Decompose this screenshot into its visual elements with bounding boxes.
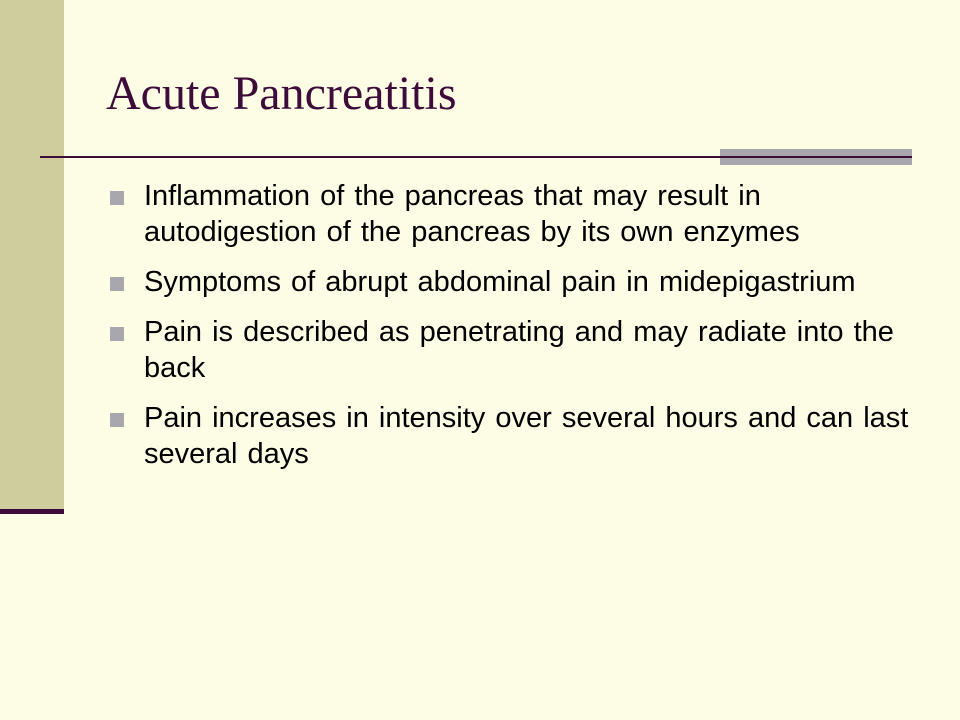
bullet-text: Inflammation of the pancreas that may result in autodigestion of the pancreas by its own enzymes [144,180,800,248]
square-bullet-icon [110,327,124,341]
side-band-underline [0,509,64,514]
bullet-item [110,314,910,386]
square-bullet-icon [110,277,124,291]
bullet-list [110,178,910,486]
side-band [0,0,64,512]
bullet-item [110,264,910,300]
square-bullet-icon [110,191,124,205]
title-rule-accent-stripe [720,156,912,158]
bullet-text: Pain increases in intensity over several hours and can last several days [144,402,909,470]
square-bullet-icon [110,413,124,427]
bullet-text: Pain is described as penetrating and may radiate into the back [144,316,894,384]
bullet-text: Symptoms of abrupt abdominal pain in midepigastrium [144,266,856,298]
bullet-item [110,400,910,472]
slide-title: Acute Pancreatitis [106,67,457,120]
bullet-item [110,178,910,250]
